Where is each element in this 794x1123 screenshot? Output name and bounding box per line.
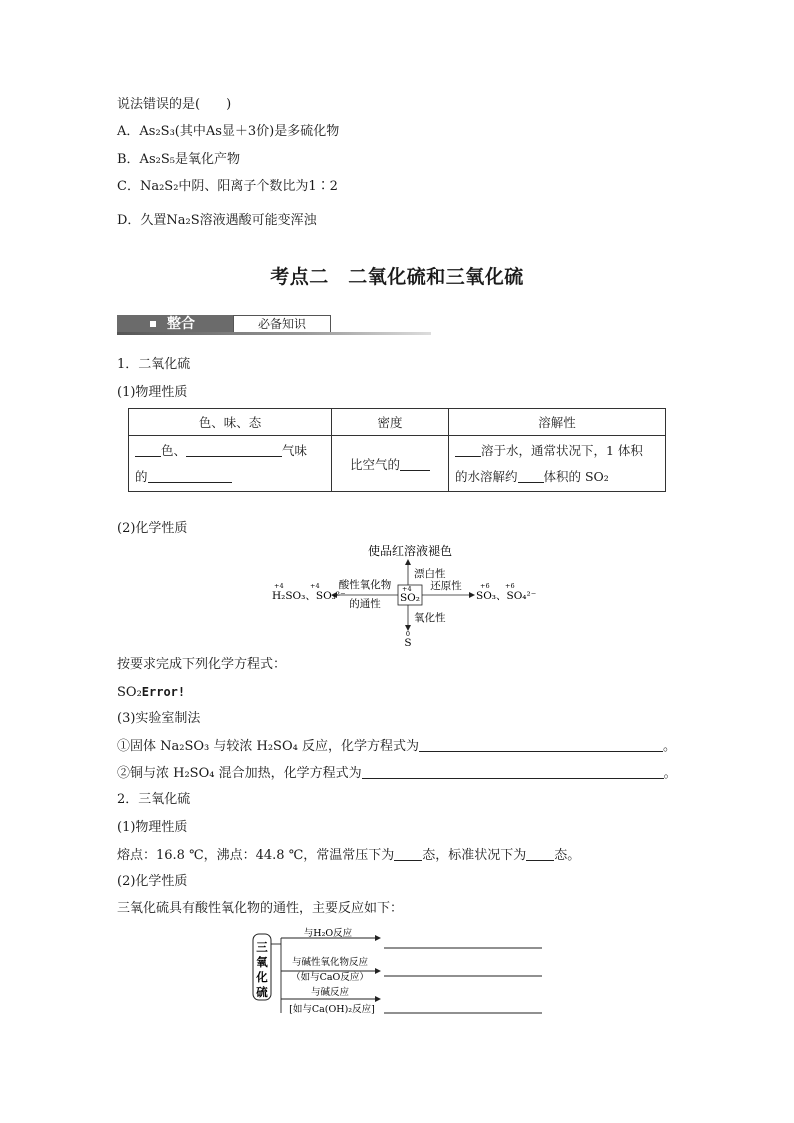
arrowhead-right-icon xyxy=(375,968,381,974)
option-c: C．Na₂S₂中阴、阳离子个数比为1∶2 xyxy=(117,179,338,194)
acid-label-2: 的通性 xyxy=(349,598,381,610)
bleach-label: 漂白性 xyxy=(414,568,446,580)
bottom-ox: 0 xyxy=(405,630,411,638)
so3-name-char: 三 xyxy=(256,940,268,954)
banner-right-label: 必备知识 xyxy=(257,317,306,331)
arrowhead-up-icon xyxy=(405,559,411,565)
so2-chem-heading: (2)化学性质 xyxy=(117,521,188,536)
arrowhead-right-icon xyxy=(375,996,381,1002)
fill-blank[interactable] xyxy=(518,468,544,483)
left-species: H₂SO₃、SO₃²⁻ xyxy=(272,590,346,602)
table-header: 溶解性 xyxy=(449,409,666,436)
option-d: D．久置Na₂S溶液遇酸可能变浑浊 xyxy=(117,213,317,228)
so2-physical-table xyxy=(128,408,666,492)
question-stem: 说法错误的是( ) xyxy=(117,97,232,112)
oxid-label: 氧化性 xyxy=(414,612,446,624)
left-ox-2: +4 xyxy=(310,582,320,590)
so2-heading: 1．二氧化硫 xyxy=(117,357,191,372)
fill-blank[interactable] xyxy=(362,764,664,779)
reduce-label: 还原性 xyxy=(430,580,462,592)
option-b: B．As₂S₅是氧化产物 xyxy=(117,152,240,167)
reaction-label-2: 与碱性氧化物反应 xyxy=(291,957,369,968)
arrowhead-right-icon xyxy=(469,592,475,598)
so2-property-diagram xyxy=(260,540,540,646)
fill-blank[interactable] xyxy=(186,442,282,457)
center-oxidation-state: +4 xyxy=(402,585,412,593)
so3-name-char: 氧 xyxy=(256,955,268,969)
right-species: SO₃、SO₄²⁻ xyxy=(476,590,537,602)
table-cell-color: 色、 气味 的 xyxy=(129,436,332,492)
so3-heading: 2．三氧化硫 xyxy=(117,792,191,807)
fill-blank[interactable] xyxy=(526,846,554,861)
banner-dark-tab xyxy=(117,315,233,333)
fill-blank[interactable] xyxy=(135,442,161,457)
banner-left-label: 整合 xyxy=(167,316,195,332)
section-title: 考点二 二氧化硫和三氧化硫 xyxy=(270,266,524,288)
so3-phys-heading: (1)物理性质 xyxy=(117,820,188,835)
bottom-species: S xyxy=(404,637,412,646)
section-banner xyxy=(117,313,431,335)
so3-phys-line: 熔点：16.8 ℃，沸点：44.8 ℃，常温常压下为 态，标准状况下为 态。 xyxy=(117,848,581,863)
lab-method-2: ②铜与浓 H₂SO₄ 混合加热，化学方程式为 。 xyxy=(117,766,677,781)
reaction-label-1: 与H₂O反应 xyxy=(303,928,353,939)
fill-blank[interactable] xyxy=(400,456,430,471)
banner-underline xyxy=(117,332,431,335)
table-cell-density: 比空气的 xyxy=(332,436,449,492)
right-ox-2: +6 xyxy=(505,582,515,590)
right-ox-1: +6 xyxy=(480,582,490,590)
arrowhead-right-icon xyxy=(375,935,381,941)
equation-prompt: 按要求完成下列化学方程式： xyxy=(117,657,287,672)
square-bullet-icon xyxy=(150,321,156,327)
reaction-label-2b: （如与CaO反应） xyxy=(291,972,369,983)
so3-chem-line: 三氧化硫具有酸性氧化物的通性，主要反应如下： xyxy=(117,901,404,916)
center-species: SO₂ xyxy=(399,592,421,604)
error-line: SO₂Error! xyxy=(117,685,186,700)
so3-reaction-diagram xyxy=(248,924,548,1020)
fill-blank[interactable] xyxy=(419,737,663,752)
fill-blank[interactable] xyxy=(394,846,422,861)
diagram-top-label: 使品红溶液褪色 xyxy=(367,544,453,558)
lab-heading: (3)实验室制法 xyxy=(117,711,201,726)
so3-name-char: 化 xyxy=(256,970,268,984)
fill-blank[interactable] xyxy=(148,468,232,483)
fill-blank[interactable] xyxy=(455,442,481,457)
so3-name-char: 硫 xyxy=(256,985,268,999)
acid-label-1: 酸性氧化物 xyxy=(338,579,392,591)
reaction-label-3b: [如与Ca(OH)₂反应] xyxy=(289,1004,375,1015)
banner-right-box xyxy=(233,315,331,333)
table-header: 密度 xyxy=(332,409,449,436)
so2-phys-heading: (1)物理性质 xyxy=(117,385,188,400)
so3-chem-heading: (2)化学性质 xyxy=(117,874,188,889)
option-a: A．As₂S₃(其中As显＋3价)是多硫化物 xyxy=(117,124,340,139)
lab-method-1: ①固体 Na₂SO₃ 与较浓 H₂SO₄ 反应，化学方程式为 。 xyxy=(117,739,676,754)
reaction-label-3: 与碱反应 xyxy=(310,987,350,998)
table-cell-solubility: 溶于水，通常状况下，1 体积 的水溶解约 体积的 SO₂ xyxy=(449,436,666,492)
table-header: 色、味、态 xyxy=(129,409,332,436)
left-ox-1: +4 xyxy=(274,582,284,590)
